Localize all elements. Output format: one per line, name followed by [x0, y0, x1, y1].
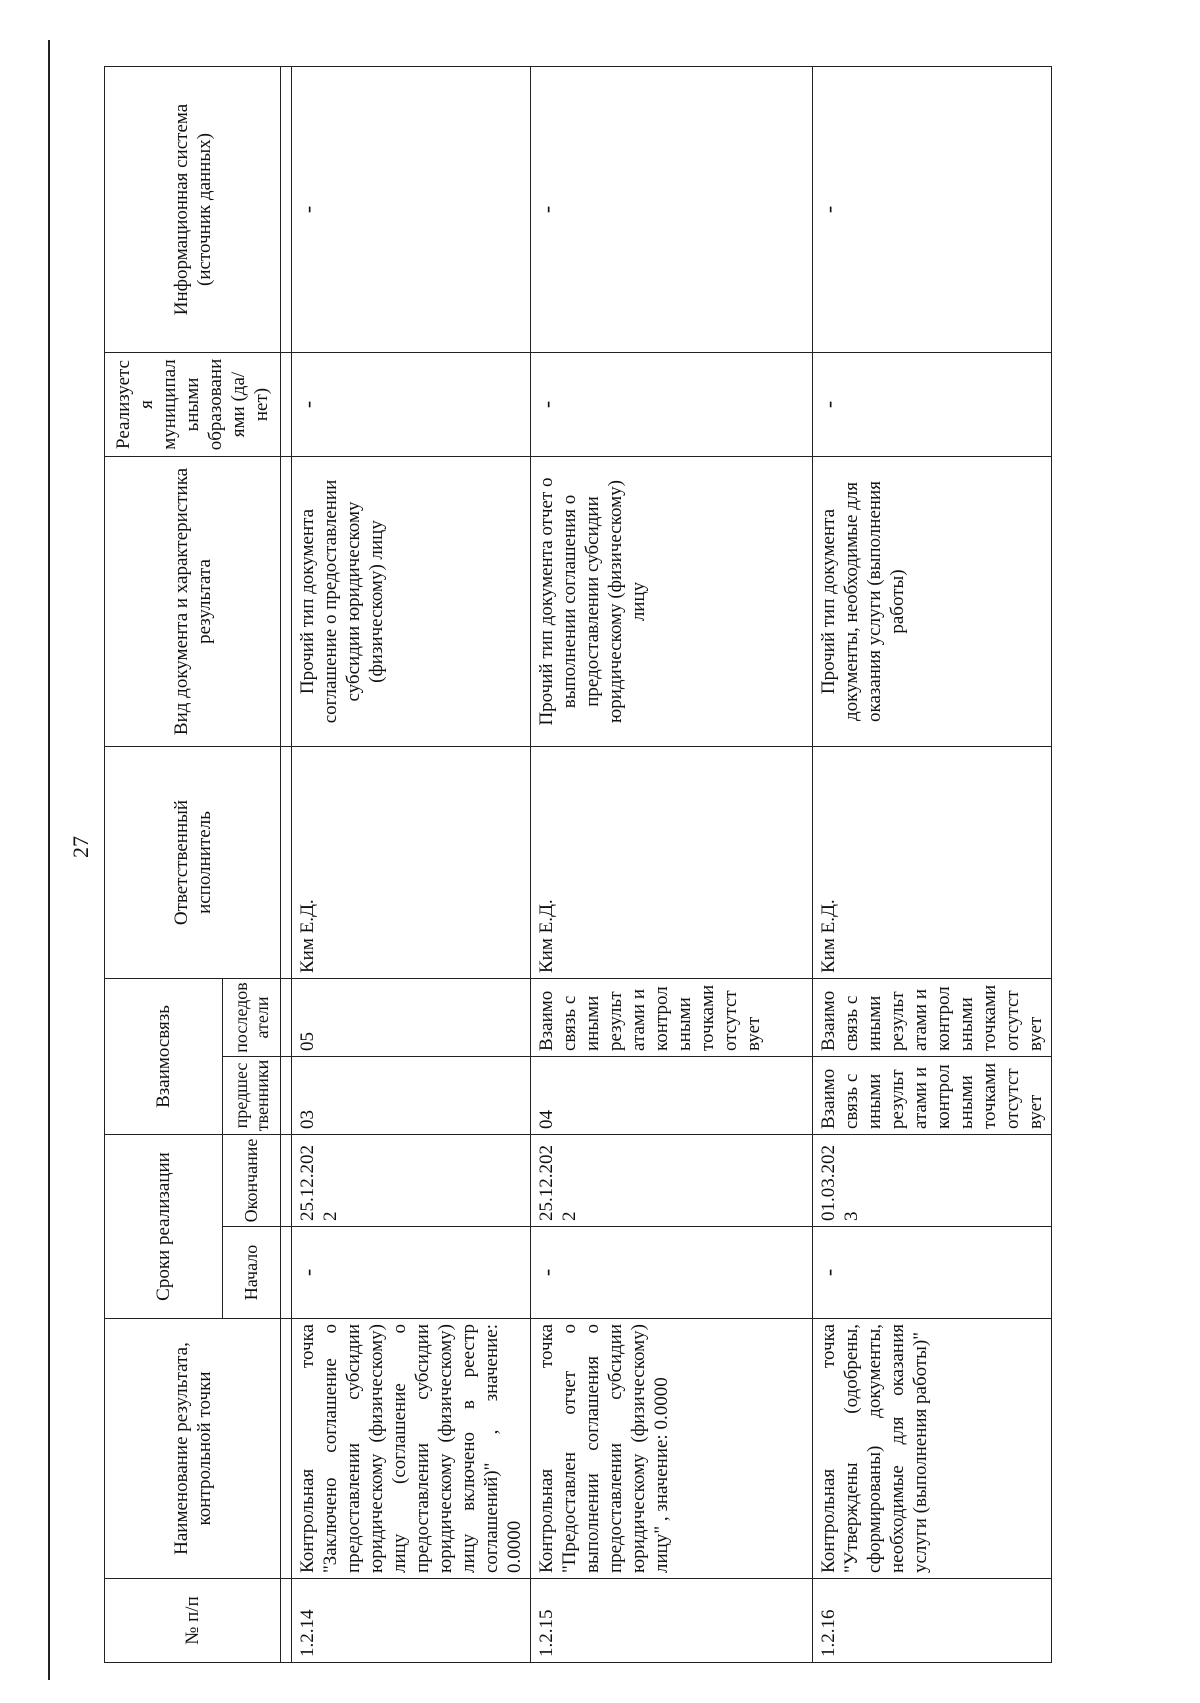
page-number: 27 [68, 836, 93, 858]
header-link: Взаимосвязь [105, 979, 223, 1135]
row-end: 01.03.2023 [813, 1135, 1052, 1227]
row-end: 25.12.2022 [292, 1135, 531, 1227]
row-info: - [813, 67, 1052, 353]
plan-table-wrapper [104, 67, 1052, 1663]
header-dates: Сроки реализации [105, 1135, 223, 1319]
row-num: 1.2.14 [292, 1579, 531, 1663]
row-succ: 05 [292, 979, 531, 1057]
row-start: - [813, 1227, 1052, 1319]
row-pred: Взаимосвязь с иными результатами и контрольными точками отсутствует [813, 1057, 1052, 1135]
header-info: Информационная система (источник данных) [105, 67, 281, 353]
row-doc: Прочий тип документа соглашение о предоставлении субсидии юридическому (физическому) лицу [292, 457, 531, 747]
row-resp: Ким Е.Д. [531, 747, 813, 979]
row-info: - [292, 67, 531, 353]
row-resp: Ким Е.Д. [813, 747, 1052, 979]
row-end: 25.12.2022 [531, 1135, 813, 1227]
header-pred: предшественники [223, 1057, 281, 1135]
table-row [292, 67, 531, 1663]
row-num: 1.2.15 [531, 1579, 813, 1663]
row-doc: Прочий тип документа отчет о выполнении соглашения о предоставлении субсидии юридическому (физическому) лицу [531, 457, 813, 747]
header-muni: Реализуется муниципальными образованиями (да/нет) [105, 353, 281, 457]
row-succ: Взаимосвязь с иными результатами и контрольными точками отсутствует [813, 979, 1052, 1057]
row-muni: - [531, 353, 813, 457]
header-name: Наименование результата, контрольной точки [105, 1319, 281, 1579]
rotated-page [60, 55, 1120, 1675]
row-resp: Ким Е.Д. [292, 747, 531, 979]
plan-table [104, 66, 1052, 1663]
spacer-row [281, 67, 292, 1663]
header-start: Начало [223, 1227, 281, 1319]
header-end: Окончание [223, 1135, 281, 1227]
row-pred: 04 [531, 1057, 813, 1135]
header-succ: последователи [223, 979, 281, 1057]
row-doc: Прочий тип документа документы, необходимые для оказания услуги (выполнения работы) [813, 457, 1052, 747]
row-name: Контрольная точка "Заключено соглашение о предоставлении субсидии юридическому (физическому) лицу (соглашение о предоставлении субсидии юридическому (физическому) лицу включено в реестр соглашений)" , значение: 0.0000 [292, 1319, 531, 1579]
table-row [531, 67, 813, 1663]
row-start: - [292, 1227, 531, 1319]
row-start: - [531, 1227, 813, 1319]
row-muni: - [813, 353, 1052, 457]
row-muni: - [292, 353, 531, 457]
margin-rule [48, 40, 50, 1680]
header-resp: Ответственный исполнитель [105, 747, 281, 979]
row-info: - [531, 67, 813, 353]
header-doc: Вид документа и характеристика результата [105, 457, 281, 747]
table-row [813, 67, 1052, 1663]
header-num: № п/п [105, 1579, 281, 1663]
row-succ: Взаимосвязь с иными результатами и контрольными точками отсутствует [531, 979, 813, 1057]
row-name: Контрольная точка "Предоставлен отчет о выполнении соглашения о предоставлении субсидии юридическому (физическому) лицу" , значение: 0.0000 [531, 1319, 813, 1579]
row-num: 1.2.16 [813, 1579, 1052, 1663]
row-name: Контрольная точка "Утверждены (одобрены, сформированы) документы, необходимые для оказания услуги (выполнения работы)" [813, 1319, 1052, 1579]
row-pred: 03 [292, 1057, 531, 1135]
